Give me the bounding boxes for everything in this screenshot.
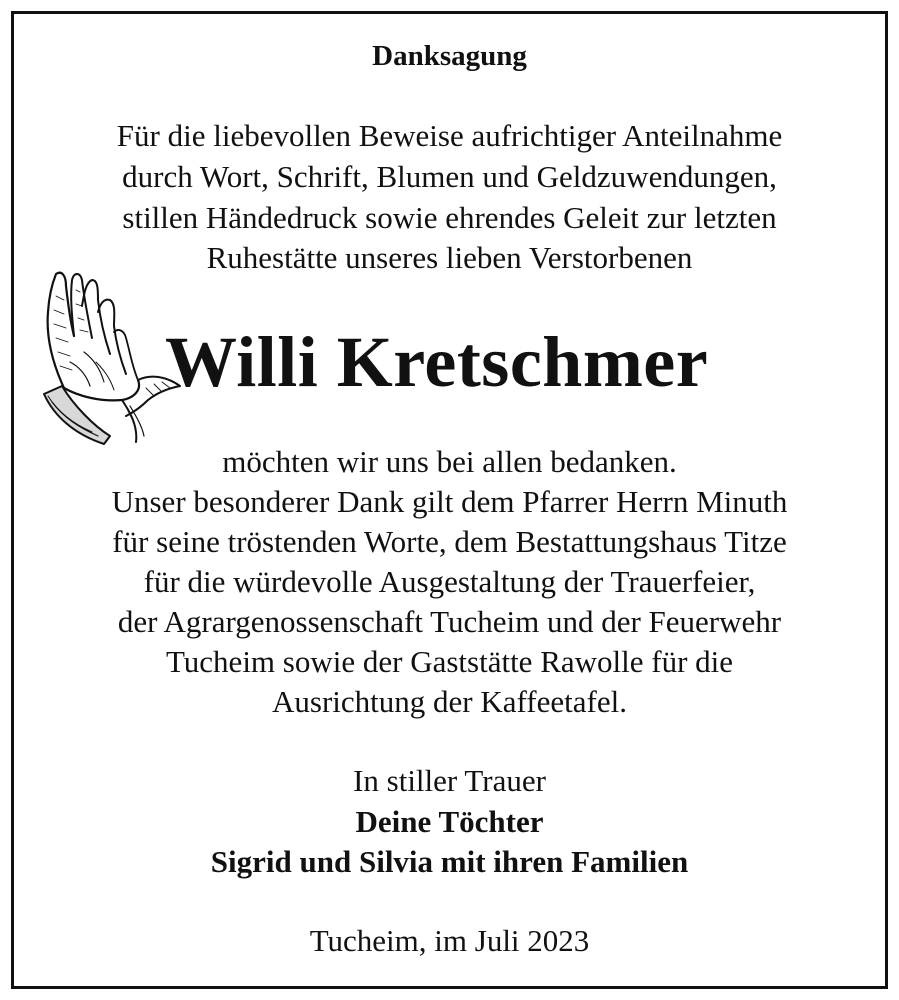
thanks-line-5: der Agrargenossenschaft Tucheim und der Feuerwehr xyxy=(117,604,782,639)
intro-line-2: durch Wort, Schrift, Blumen und Geldzuwendungen, xyxy=(122,159,777,194)
mourners-title: Deine Töchter xyxy=(355,804,544,839)
intro-line-1: Für die liebevollen Beweise aufrichtiger Anteilnahme xyxy=(116,118,783,153)
thanks-line-2: Unser besonderer Dank gilt dem Pfarrer Herrn Minuth xyxy=(111,484,788,519)
thanks-line-4: für die würdevolle Ausgestaltung der Trauerfeier, xyxy=(143,564,756,599)
mourners-families: Sigrid und Silvia mit ihren Familien xyxy=(210,844,689,879)
thanks-line-3: für seine tröstenden Worte, dem Bestattungshaus Titze xyxy=(112,524,787,559)
intro-line-3: stillen Händedruck sowie ehrendes Geleit zur letzten xyxy=(122,200,777,235)
notice-heading: Danksagung xyxy=(372,40,527,72)
praying-hands-icon xyxy=(34,266,184,452)
thanks-line-7: Ausrichtung der Kaffeetafel. xyxy=(272,684,627,719)
thanks-line-1: möchten wir uns bei allen bedanken. xyxy=(222,444,677,479)
intro-line-4: Ruhestätte unseres lieben Verstorbenen xyxy=(206,240,693,275)
thanks-line-6: Tucheim sowie der Gaststätte Rawolle für die xyxy=(165,644,734,679)
place-date: Tucheim, im Juli 2023 xyxy=(309,923,590,958)
mourning-intro: In stiller Trauer xyxy=(353,763,546,798)
deceased-name: Willi Kretschmer xyxy=(165,322,709,402)
